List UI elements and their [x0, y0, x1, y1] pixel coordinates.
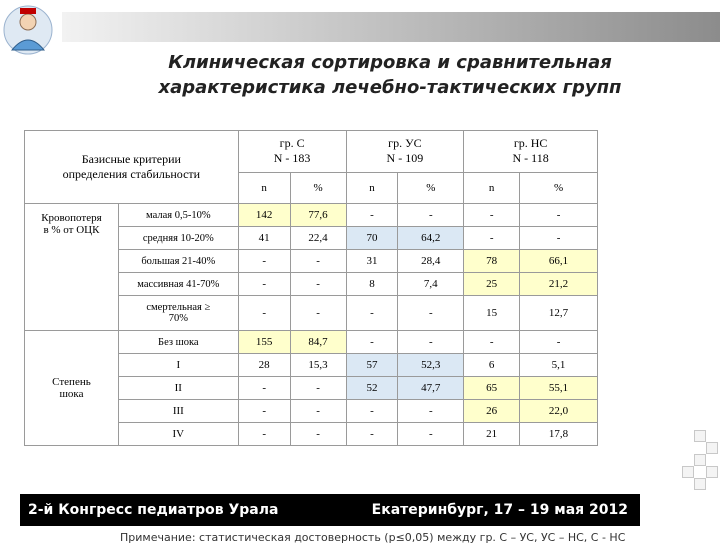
cell-ns-n: -: [464, 331, 520, 354]
cell-us-n: -: [346, 331, 398, 354]
cell-us-pct: 64,2: [398, 227, 464, 250]
cell-us-n: -: [346, 204, 398, 227]
unit-pct: %: [290, 172, 346, 203]
group-ns-name: гр. НС: [513, 136, 548, 151]
cell-ns-pct: 21,2: [520, 273, 598, 296]
cell-us-n: 31: [346, 250, 398, 273]
cell-c-pct: -: [290, 273, 346, 296]
cell-us-n: -: [346, 423, 398, 446]
unit-n: n: [238, 172, 290, 203]
cell-us-n: 8: [346, 273, 398, 296]
group-c-size: N - 183: [273, 151, 311, 166]
table-note: Примечание: статистическая достоверность (р≤0,05) между гр. С – УС, УС – НС, С - НС: [120, 531, 626, 544]
page-title: [100, 50, 680, 100]
cell-c-n: 41: [238, 227, 290, 250]
group-us-header: [346, 131, 464, 173]
criterion: массивная 41-70%: [118, 273, 238, 296]
cell-ns-n: 26: [464, 400, 520, 423]
header-row-groups: [25, 131, 598, 173]
blood-loss-label: [25, 204, 119, 331]
criteria-header-line-1: Базисные критерии: [81, 152, 181, 166]
group-c-header: [238, 131, 346, 173]
criterion: средняя 10-20%: [118, 227, 238, 250]
cell-c-n: 155: [238, 331, 290, 354]
group-c-name: гр. С: [279, 136, 305, 151]
unit-pct: %: [520, 172, 598, 203]
criterion: II: [118, 377, 238, 400]
header-gradient-band: [62, 12, 720, 42]
cell-ns-pct: 12,7: [520, 296, 598, 331]
cell-us-n: 52: [346, 377, 398, 400]
cell-ns-n: 25: [464, 273, 520, 296]
cell-ns-n: 21: [464, 423, 520, 446]
group-ns-header: [464, 131, 598, 173]
criterion: III: [118, 400, 238, 423]
cell-us-pct: -: [398, 423, 464, 446]
decorative-squares: [672, 430, 720, 510]
cell-us-pct: 7,4: [398, 273, 464, 296]
cell-us-pct: -: [398, 204, 464, 227]
cell-c-n: -: [238, 273, 290, 296]
cell-ns-pct: 5,1: [520, 354, 598, 377]
shock-label-line-1: Степень: [52, 376, 91, 388]
shock-label-line-2: шока: [59, 388, 84, 400]
criterion: малая 0,5-10%: [118, 204, 238, 227]
cell-c-n: -: [238, 423, 290, 446]
shock-label: [25, 331, 119, 446]
cell-us-pct: -: [398, 331, 464, 354]
cell-c-pct: 15,3: [290, 354, 346, 377]
blood-loss-label-line-1: Кровопотеря: [41, 212, 102, 224]
cell-ns-pct: 17,8: [520, 423, 598, 446]
table-row: [25, 331, 598, 354]
cell-us-pct: -: [398, 296, 464, 331]
footer-bar: [20, 494, 640, 526]
criteria-header-line-2: определения стабильности: [62, 167, 201, 181]
criterion: Без шока: [118, 331, 238, 354]
cell-ns-pct: 22,0: [520, 400, 598, 423]
criterion-line-2: 70%: [168, 313, 188, 324]
criterion: I: [118, 354, 238, 377]
cell-us-pct: -: [398, 400, 464, 423]
title-line-2: характеристика лечебно-тактических групп: [158, 77, 622, 98]
cell-ns-n: 15: [464, 296, 520, 331]
unit-pct: %: [398, 172, 464, 203]
cell-ns-n: 78: [464, 250, 520, 273]
cell-us-n: -: [346, 296, 398, 331]
cell-us-pct: 28,4: [398, 250, 464, 273]
sorting-table: [24, 130, 598, 446]
cell-us-n: 57: [346, 354, 398, 377]
cell-c-pct: -: [290, 423, 346, 446]
group-ns-size: N - 118: [512, 151, 549, 166]
criterion: [118, 296, 238, 331]
cell-c-n: -: [238, 377, 290, 400]
doctor-logo-icon: [0, 0, 62, 70]
cell-c-pct: 22,4: [290, 227, 346, 250]
cell-c-n: -: [238, 250, 290, 273]
cell-ns-pct: -: [520, 227, 598, 250]
cell-c-pct: 84,7: [290, 331, 346, 354]
group-us-name: гр. УС: [388, 136, 422, 151]
cell-c-n: -: [238, 400, 290, 423]
unit-n: n: [346, 172, 398, 203]
cell-us-pct: 47,7: [398, 377, 464, 400]
cell-c-n: 142: [238, 204, 290, 227]
cell-c-n: -: [238, 296, 290, 331]
cell-ns-pct: -: [520, 331, 598, 354]
unit-n: n: [464, 172, 520, 203]
group-us-size: N - 109: [386, 151, 424, 166]
cell-c-pct: -: [290, 250, 346, 273]
criterion: большая 21-40%: [118, 250, 238, 273]
cell-us-n: 70: [346, 227, 398, 250]
table-row: [25, 204, 598, 227]
congress-name: 2-й Конгресс педиатров Урала: [28, 502, 279, 518]
cell-ns-n: -: [464, 204, 520, 227]
cell-ns-pct: 55,1: [520, 377, 598, 400]
cell-c-pct: -: [290, 400, 346, 423]
cell-us-pct: 52,3: [398, 354, 464, 377]
criteria-header: [25, 131, 239, 204]
cell-c-pct: -: [290, 377, 346, 400]
logo: [0, 0, 62, 70]
criterion-line-1: смертельная ≥: [146, 302, 211, 313]
cell-ns-pct: -: [520, 204, 598, 227]
cell-ns-n: 6: [464, 354, 520, 377]
cell-ns-pct: 66,1: [520, 250, 598, 273]
cell-c-pct: 77,6: [290, 204, 346, 227]
cell-ns-n: 65: [464, 377, 520, 400]
cell-ns-n: -: [464, 227, 520, 250]
event-location-date: Екатеринбург, 17 – 19 мая 2012: [371, 502, 628, 518]
criterion: IV: [118, 423, 238, 446]
title-line-1: Клиническая сортировка и сравнительная: [168, 52, 612, 73]
blood-loss-label-line-2: в % от ОЦК: [43, 224, 100, 236]
cell-c-n: 28: [238, 354, 290, 377]
cell-us-n: -: [346, 400, 398, 423]
cell-c-pct: -: [290, 296, 346, 331]
